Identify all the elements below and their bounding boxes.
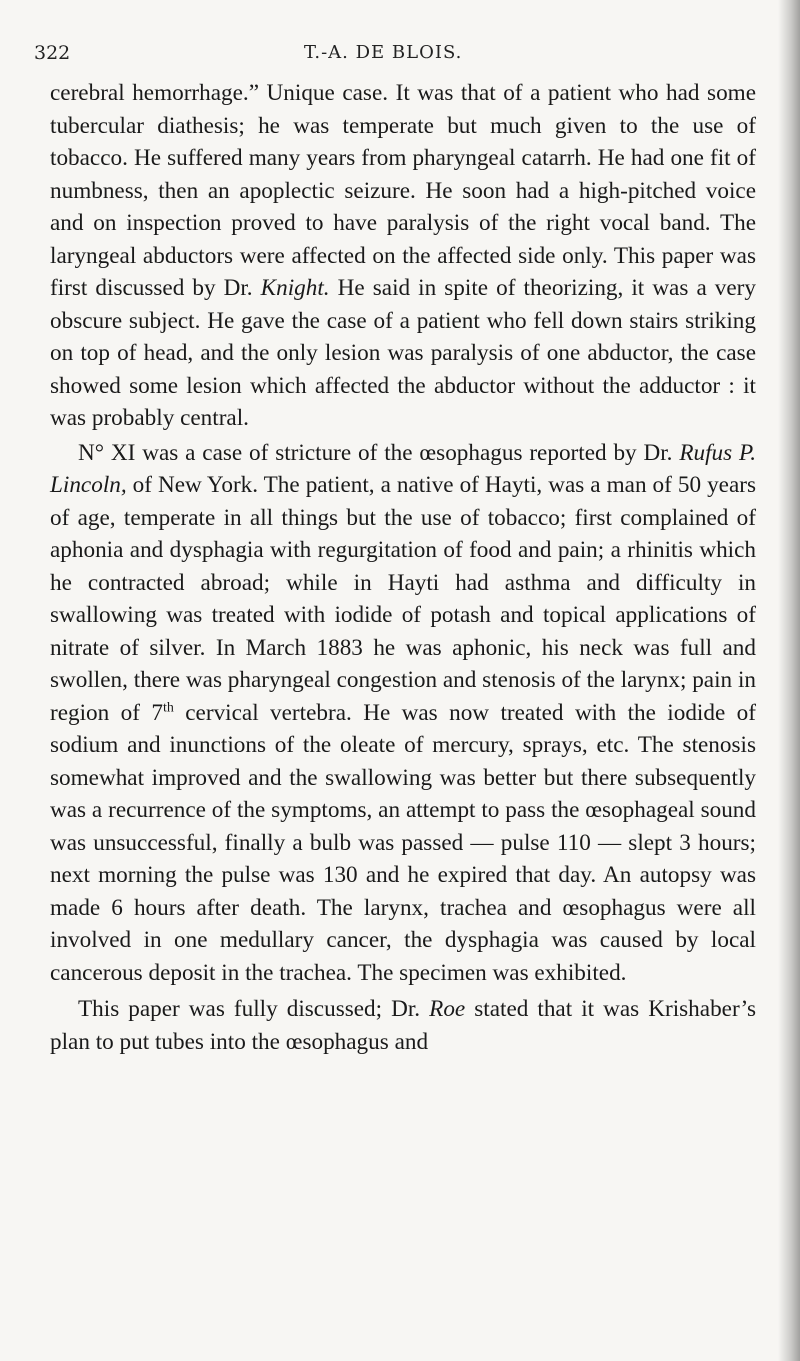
page-number: 322: [34, 42, 71, 64]
person-name-lincoln: Rufus P. Lincoln,: [50, 439, 756, 498]
paragraph-2: N° XI was a case of stricture of the œsophagus reported by Dr. Rufus P. Lincoln, of New York. The patient, a native of Hayti, was a man of 50 years of age, temperate in all things but the use of tobacco; first complained of aphonia and dysphagia with regurgitation of food and pain; a rhinitis which he contracted abroad; while in Hayti had asthma and difficulty in swallowing was treated with iodide of potash and topical applications of nitrate of silver. In March 1883 he was aphonic, his neck was full and swollen, there was pharyngeal congestion and stenosis of the larynx; pain in region of 7th cervical vertebra. He was now treated with the iodide of sodium and inunctions of the oleate of mercury, sprays, etc. The stenosis somewhat improved and the swallowing was better but there subsequently was a recurrence of the symptoms, an attempt to pass the œsophageal sound was unsuccessful, finally a bulb was passed — pulse 110 — slept 3 hours; next morning the pulse was 130 and he expired that day. An autopsy was made 6 hours after death. The larynx, trachea and œsophagus were all involved in one medullary cancer, the dysphagia was caused by local cancerous deposit in the trachea. The specimen was exhibited.: [50, 439, 756, 986]
binding-shadow: [778, 0, 800, 1361]
page-header: [34, 42, 764, 72]
paragraph-1: cerebral hemorrhage.” Unique case. It was that of a patient who had some tubercular diathesis; he was temperate but much given to the use of tobacco. He suffered many years from pharyngeal catarrh. He had one fit of numbness, then an apoplectic seizure. He soon had a high-pitched voice and on inspection proved to have paralysis of the right vocal band. The laryngeal abductors were affected on the affected side only. This paper was first discussed by Dr. Knight. He said in spite of theorizing, it was a very obscure subject. He gave the case of a patient who fell down stairs striking on top of head, and the only lesion was paralysis of one abductor, the case showed some lesion which affected the abductor without the adductor : it was probably central.: [50, 80, 756, 431]
body-text: [50, 77, 756, 1058]
paragraph-3: This paper was fully discussed; Dr. Roe stated that it was Krishaber’s plan to put tubes into the œsophagus and: [50, 996, 756, 1055]
superscript-th: th: [162, 699, 174, 715]
running-head: T.-A. DE BLOIS.: [304, 42, 463, 63]
person-name-knight: Knight.: [260, 275, 330, 301]
person-name-roe: Roe: [429, 996, 466, 1022]
